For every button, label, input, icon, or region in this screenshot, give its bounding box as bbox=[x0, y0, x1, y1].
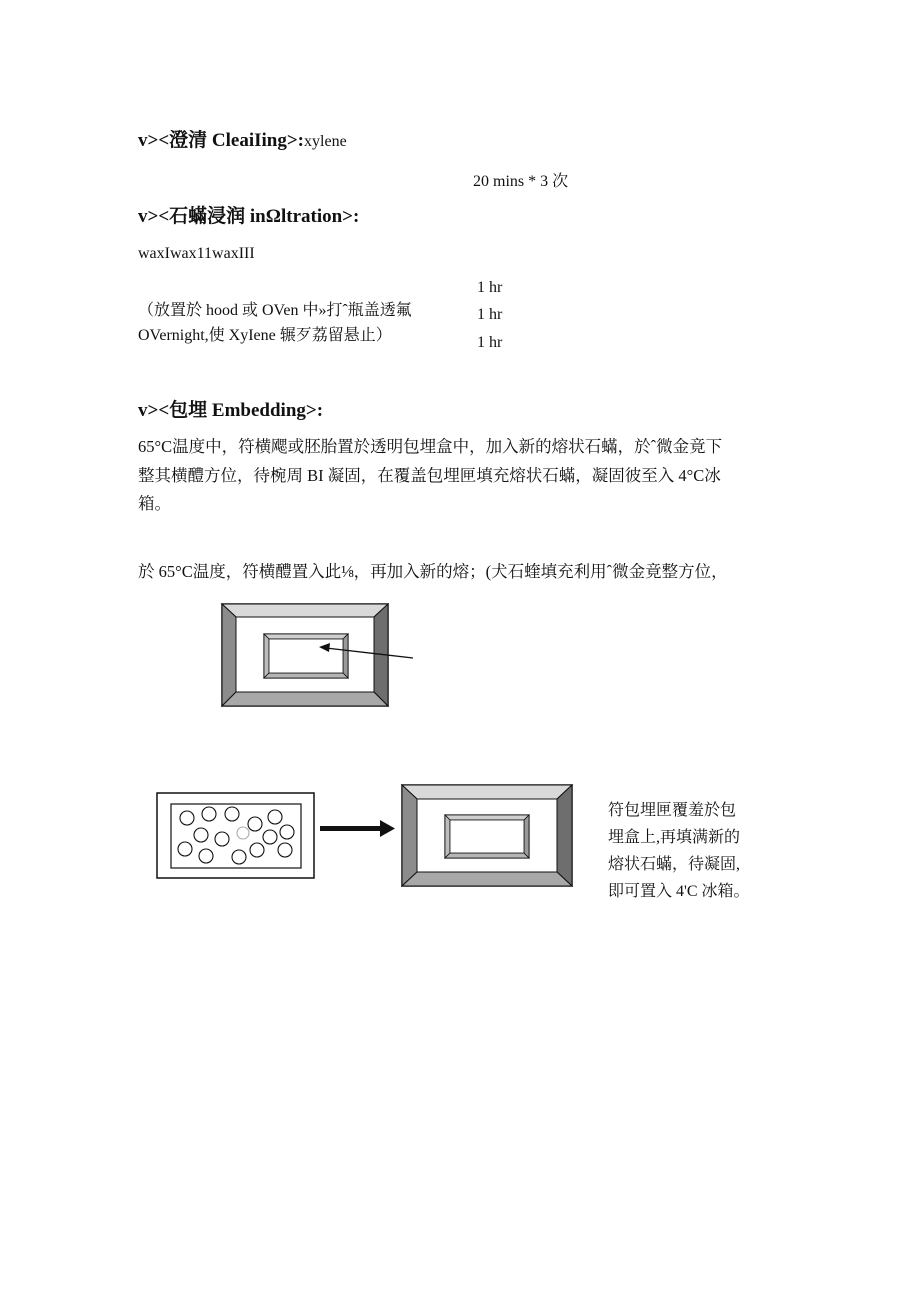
infiltration-time-2: 1 hr bbox=[477, 306, 503, 323]
embedding-para2: 於 65°C温度，符横醴置入此⅛，再加入新的熔；(犬石蝰填充利用ˆ微金竟整方位， bbox=[138, 562, 728, 581]
embedding-para-line2: 整其横醴方位，待椀周 BI 凝固，在覆盖包埋匣填充熔状石蟎，凝固彼至入 4°C冰 bbox=[138, 466, 721, 485]
infiltration-note-line2: OVernight,使 XyIene 辗歹荔留悬止） bbox=[138, 327, 392, 344]
embedding-para-line1: 65°C温度中，符横飔或胚胎置於透明包埋盒中，加入新的熔状石蟎，於ˆ微金竟下 bbox=[138, 437, 723, 456]
clearing-reagent: xylene bbox=[304, 133, 347, 150]
embedding-heading: v><包埋 Embedding>: bbox=[138, 400, 324, 421]
mold-frame-1 bbox=[222, 604, 388, 706]
specimen-tray bbox=[157, 793, 314, 878]
embedding-caption bbox=[608, 797, 750, 905]
clearing-time: 20 mins * 3 次 bbox=[473, 173, 569, 190]
process-arrow bbox=[320, 820, 395, 837]
caption-line3: 熔状石蟎，待凝固, bbox=[608, 856, 741, 873]
caption-line2: 埋盒上,再填满新的 bbox=[608, 829, 741, 846]
embedding-para-line3: 箱。 bbox=[138, 494, 171, 513]
caption-line4: 即可置入 4'C 冰箱。 bbox=[608, 883, 750, 900]
infiltration-time-3: 1 hr bbox=[477, 334, 503, 351]
infiltration-heading: v><石蟎浸润 inΩltration>: bbox=[138, 206, 360, 227]
infiltration-note-line1: （放置於 hood 或 OVen 中»打ˆ瓶盖透氟 bbox=[138, 302, 412, 319]
infiltration-time-1: 1 hr bbox=[477, 279, 503, 296]
clearing-heading-label: v><澄清 CleaiIing>: bbox=[138, 130, 305, 151]
mold-frame-2 bbox=[402, 785, 572, 886]
caption-line1: 符包埋匣覆羞於包 bbox=[608, 802, 737, 819]
infiltration-steps: waxIwax11waxIII bbox=[138, 245, 255, 262]
